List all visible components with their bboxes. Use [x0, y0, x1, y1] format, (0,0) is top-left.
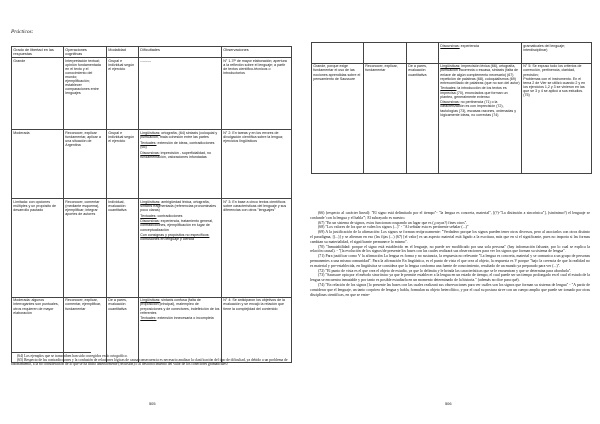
cell-modalidad — [407, 43, 439, 64]
difficulty-entry — [140, 141, 219, 149]
cell-operaciones — [364, 63, 407, 174]
difficulty-detail: experiencia, tratamiento general, contradicciones, ejemplificación en lugar de conceptualización — [140, 219, 214, 232]
cell-text: Individual, evaluación cuantitativa — [108, 199, 127, 212]
footnote-paragraph: (71) Para justificar como V la afirmación La lengua es forma y no sustancia, la respuesta no relevante "La lengua es concreta, material y se comunica a un grupo de personas permanentes a una misma comunidad". Para la afirmación En lingüística, es el punto de vista el que crea al objeto, la respuesta es V porque "bajo la creencia de que la realidad no es material y pre-establecida, en lingüística se considera que la lengua conforma una fuente de conocimiento, resultado de un mundo ya preparado para ver (...)". — [310, 254, 590, 268]
difficulty-entry — [140, 214, 219, 218]
cell-text: N° 1-7P de mayor elaboración; apertura a la reflexión sobre el lenguaje; a partir de textos científico-técnicos o introductorios — [223, 58, 287, 75]
difficulty-entry — [140, 219, 219, 231]
difficulty-category: Textuales: — [140, 213, 157, 218]
cell-text: N° 3: En base a cinco textos científicos sobre características del lenguaje y sus diferencias con otros "lenguajes" — [223, 199, 287, 212]
table-header-row — [12, 47, 292, 58]
cell-modalidad — [107, 297, 139, 363]
difficulty-category: Lingüísticas: — [140, 199, 161, 204]
difficulty-detail: sintaxis confusa (falta de proposición principal), malempleo de preposiciones y de conectores, indefinición de los referentes — [140, 298, 220, 315]
cell-operaciones — [364, 43, 407, 64]
cell-text: Grupal e individual según el ejercicio — [108, 131, 135, 144]
difficulty-category: Discursivas: — [140, 150, 160, 155]
difficulty-detail: ortografía, (64) sintaxis (coloquial y puntuación, mala cohesión entre las partes — [140, 131, 218, 140]
cell-dificultades — [139, 297, 222, 363]
cell-text: Moderada — [13, 131, 30, 136]
difficulty-category: Discursivas: — [440, 100, 460, 105]
footnote-paragraph: (74) "En relación de los signos [lo presente las bases con las cuales realizará sus observaciones para ver cuáles son los signos que forman su sistema de lengua" - "A partir de considerar que el lenguaje, un tanto corpóreo de lengua y habla, formulan su objeto heterolítico, y por el cual su postura sirve con un cuerpo amplio que puede ser tomado por otras disciplinas científicas, en que se entre- — [310, 282, 590, 297]
column-header: Dificultades — [139, 47, 222, 58]
difficulty-entry — [140, 200, 219, 212]
column-header: Observaciones — [222, 47, 292, 58]
footnotes — [11, 354, 291, 367]
difficulty-detail: ambigüedad léxica, ortografía, sintaxis fragmentada (referencias pronominales poco claras) — [140, 199, 217, 212]
practicos-table — [11, 46, 292, 363]
difficulty-category: Textuales: — [440, 86, 457, 91]
footnote-paragraph: (68) "Los valores de los que se valen los signos (...)" - "Al señalar esta es pertinente señalar (...)" — [318, 225, 469, 230]
table-row — [312, 43, 592, 64]
cell-modalidad — [107, 130, 139, 199]
difficulty-detail: la introducción de los textos es imprecisa (70), enunciados que forman un planteo, generalmente extenso — [440, 86, 508, 99]
difficulty-entry — [440, 64, 519, 84]
footnote-separator — [11, 352, 91, 353]
cell-text: Reconocer, explicar fundamentar, aplicar a una situación de Argentina — [65, 131, 101, 148]
cell-modalidad — [407, 63, 439, 174]
cell-text: Grande, porque exige fundamentar el uso de las nociones aprendidas sobre el pensamiento de Saussure — [313, 64, 361, 81]
footnote-paragraph: (66) (respecto al carácter lineal): "El signo está delimitado por el tiempo"- "la lengua es concreta, material", [(?)-"La distinción a sincrónica"], (sinónimo?) el lenguaje se confunde 'con la lengua y el habla'"; El subrayado es nuestro. — [310, 211, 590, 220]
table-row — [12, 198, 292, 297]
difficulty-category: Discursivas: — [140, 219, 160, 224]
page-number: 506 — [445, 401, 452, 406]
cell-grado — [12, 57, 64, 130]
cell-text: N° 2: En tareas y en los errores de divulgación científica sobre la lengua; ejercicios lingüísticos — [223, 131, 284, 144]
cell-grado — [312, 63, 364, 174]
cell-text: gramaticales del lenguaje; interdisciplinar) — [523, 43, 566, 52]
cell-text: Reconocer, explicar, fundamentar — [365, 64, 398, 73]
cell-grado — [12, 130, 64, 199]
footnote-paragraph: (73) "Saussure opta por el método sincrónico ya que le permite establecer a la lengua en un estado de tiempo, el cual puede ser un tiempo prolongado en el cual el estado de la lengua se encuentra inmutable y por tanto es posible estudiarla en un momento determinado de la historia." (además no dice para qué). — [310, 273, 590, 283]
difficulty-entry — [140, 131, 219, 139]
cell-observaciones — [522, 63, 592, 174]
difficulty-detail: extensión de ideas, contradicciones (65) — [140, 140, 215, 150]
difficulty-entry — [140, 151, 219, 159]
footnote-paragraph: (67) "En un sistema de signos, estos funcionan ocupando un lugar que es (¿cuyas?) fines otros". — [318, 220, 468, 225]
cell-dificultades — [139, 130, 222, 199]
table-row — [12, 57, 292, 130]
cell-text: --------- — [140, 58, 152, 63]
cell-modalidad — [107, 57, 139, 130]
difficulty-entry — [140, 316, 219, 320]
cell-text: De a pares, evaluación cuantitativa — [108, 298, 127, 311]
column-header: Grado de libertad en las respuestas — [12, 47, 64, 58]
cell-modalidad — [107, 198, 139, 297]
section-heading: Prácticos: — [11, 29, 34, 35]
difficulty-detail: extensión innecesaria o incompleta — [156, 316, 214, 321]
difficulty-entry — [440, 100, 519, 116]
cell-operaciones — [64, 57, 107, 130]
cell-text: Moderada: algunos interrogantes son puntuales, otros requieren de mayor elaboración — [13, 298, 59, 315]
cell-operaciones — [64, 130, 107, 199]
cell-text: Interpretación textual; opinión fundamentada en el texto y el conocimiento del mundo; — [65, 58, 101, 79]
difficulty-category: Lingüísticas: — [140, 131, 161, 136]
cell-observaciones — [222, 198, 292, 297]
cell-text: De a pares, evaluación cuantitativa — [408, 64, 427, 77]
footnote-text — [310, 211, 590, 297]
difficulty-detail: confusiones en lenguaje y ciencia — [140, 237, 195, 242]
difficulty-category: Textuales: — [140, 316, 157, 321]
cell-dificultades — [139, 198, 222, 297]
cell-text: N° 5: Se expuso todo los criterios de corrección, pertinencia, claridad, precisión; — [523, 64, 582, 77]
cell-text: Grande — [13, 58, 26, 63]
cell-observaciones — [222, 130, 292, 199]
footnote-paragraph: (70) "Inmutabilidad: porque el signo está establecido en el lenguaje, no puede ser modificado por una sola persona" (hay información falsante, por lo cual se explica la relación causal). - "[la evolución de los signos/de presente los bases con las cuales realizará sus observaciones para ver los signos que forman su sistema de lengua". — [310, 244, 590, 254]
cell-text: Limitada: con opciones múltiples y un propósito de desarrollo pautado — [13, 199, 57, 212]
difficulty-category: Con consignas y propósitos no específicos: — [140, 233, 210, 238]
difficulty-entry — [440, 44, 519, 48]
difficulty-category: Discursivas: — [440, 43, 460, 48]
cell-dificultades — [439, 43, 522, 64]
cell-observaciones — [222, 57, 292, 130]
table-row — [12, 130, 292, 199]
difficulty-entry — [440, 86, 519, 98]
difficulty-detail: imprecisión - superficialidad, no fundamentación, valoraciones infundadas — [140, 150, 212, 159]
cell-grado — [312, 43, 364, 64]
cell-operaciones — [64, 198, 107, 297]
footnote-paragraph: (69) A la justificación de la afirmación: Los signos se forman recíprocamente: "Verdadero porque los signos pueden tener otros diversos, pero al asociarlos con otros distinto el paradigma, [(...)] y se alternan en eso (las fijas (...) (67) [el valor] es un aspecto material está ligado a la escritura, más que en sí el significante, pues no importa si las formas cambian su materialidad, el significante permanece lo mismo". — [310, 230, 590, 244]
difficulty-detail: experiencia — [459, 43, 480, 48]
footnote: (64) Los ejemplos que se transcriben han sido corregidos en lo ortográfico. — [17, 354, 128, 358]
footnote-paragraph: (72) "El punto de vista es el que crea el objeto de estudio, ya que lo delimita y le brinda las características que se le encuentran y que se determina para abordarla". — [318, 268, 572, 273]
difficulty-detail: contradicciones — [156, 213, 183, 218]
cell-grado — [12, 198, 64, 297]
difficulty-entry — [140, 298, 219, 314]
column-header: Modalidad — [107, 47, 139, 58]
table-row — [312, 63, 592, 174]
cell-text: ejemplificación; establecer comparaciones entre lenguajes — [65, 79, 99, 96]
practicos-table-continued — [311, 42, 592, 174]
page-number: 505 — [149, 401, 156, 406]
cell-dificultades — [139, 57, 222, 130]
cell-text: Reconocer, comentar (mediante esquema), ejemplificar; integrar aportes de autores — [65, 199, 100, 217]
right-page — [300, 0, 600, 424]
cell-dificultades — [439, 63, 522, 174]
difficulty-entry — [140, 233, 219, 241]
difficulty-detail: no pertinencia (71) o la caracterización es con imprecisión (72), tautologías (73), escasas razones, ordenadas y lógicamente ideas, no correctas (74) — [440, 100, 517, 117]
cell-text: Reconocer, explicar, comentar, ejemplificar, fundamentar — [65, 298, 102, 311]
difficulty-category: Textuales: — [140, 140, 157, 145]
cell-text: Problemas con el instrumento. En el tema 2 de Vier se utilizó cuando 2 y en los ejercicios 1,2 y 3 se vinieron en las que se 3 y 4 se aplicó a sus estudios. (75) — [523, 76, 586, 98]
cell-text: Grupal e individual según el ejercicio — [108, 58, 135, 71]
difficulty-category: Lingüísticas: — [140, 298, 161, 303]
difficulty-detail: imprecisión léxica (66), ortografía, puntuación incorrecta o escasa, sintaxis (falta de enlace de algún complemento necesario) (67) repetición de palabras (68), coloquialismos (69) entrecomillado de palabras (que no son del autor) — [440, 64, 520, 85]
cell-text: N° 4: Se anticiparon los objetivos de la evaluación y se encajó la relación que tiene la complejidad del contenido — [223, 298, 285, 311]
footnote: (65) Respecto de las contradicciones y la confusión de relaciones lógicas de causa/consecuencia es necesario analizar la clasificación del tipo de dificultad, ya debido a un problema de razonamiento, a la no consideración de lo que se ha dicho anteriormente (recursión) o al desconocimiento del valor de los conectores gramaticales? — [11, 358, 288, 367]
cell-observaciones — [222, 297, 292, 363]
column-header: Operaciones cognitivas — [64, 47, 107, 58]
cell-observaciones — [522, 43, 592, 64]
difficulty-category: Lingüísticas: — [440, 64, 461, 69]
